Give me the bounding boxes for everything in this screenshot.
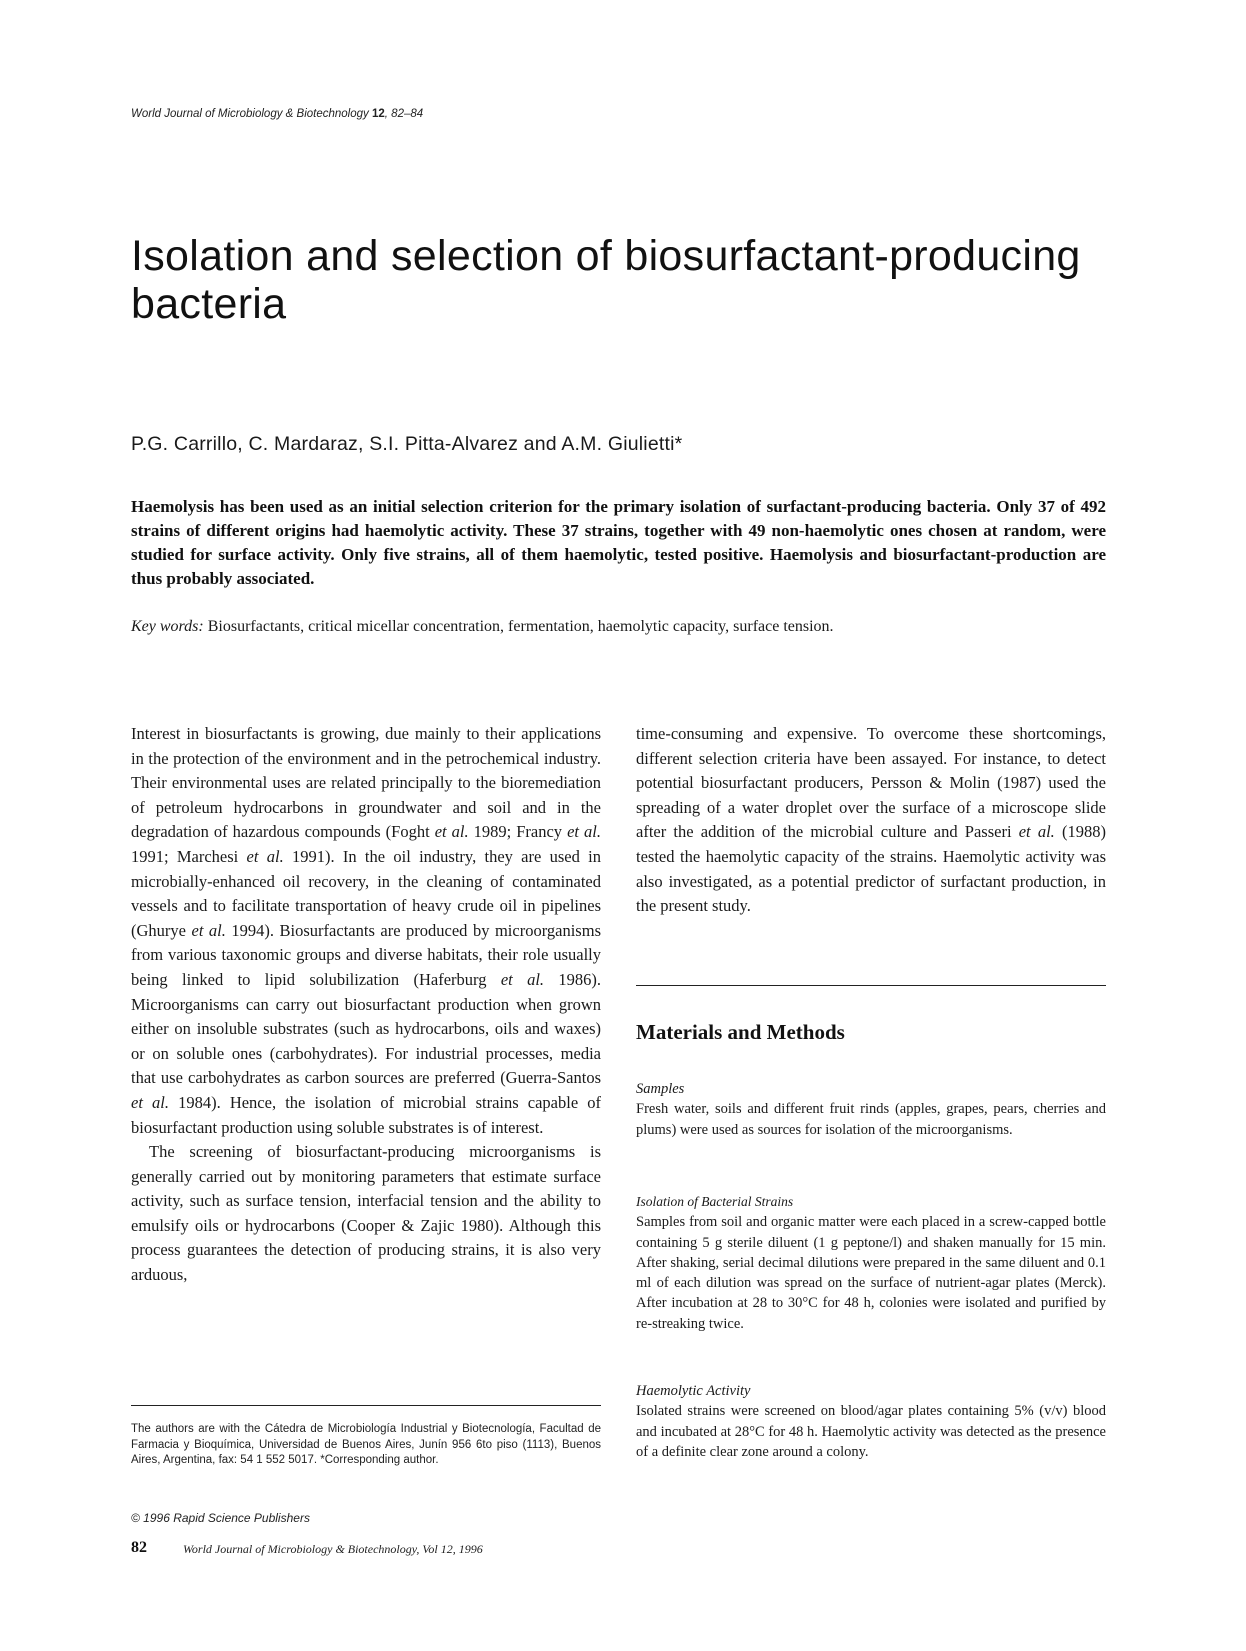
body-right-column (636, 722, 1106, 919)
article-title: Isolation and selection of biosurfactant-producing bacteria (131, 232, 1081, 328)
copyright: © 1996 Rapid Science Publishers (131, 1511, 310, 1525)
intro-paragraph-2: The screening of biosurfactant-producing microorganisms is generally carried out by monitoring parameters that estimate surface activity, such as surface tension, interfacial tension and the ability to emulsify oils or hydrocarbons (Cooper & Zajic 1980). Although this process guarantees the detection of producing strains, it is also very arduous, (131, 1142, 601, 1285)
haemolytic-text: Isolated strains were screened on blood/agar plates containing 5% (v/v) blood and incubated at 28°C for 48 h. Haemolytic activity was detected as the presence of a definite clear zone around a colony. (636, 1403, 1106, 1460)
journal-volume: 12 (372, 108, 385, 120)
keywords (131, 618, 1106, 636)
isolation-heading: Isolation of Bacterial Strains (636, 1194, 794, 1209)
journal-name: World Journal of Microbiology & Biotechnology (131, 108, 369, 120)
haemolytic-heading: Haemolytic Activity (636, 1383, 751, 1399)
authors: P.G. Carrillo, C. Mardaraz, S.I. Pitta-Alvarez and A.M. Giulietti* (131, 433, 683, 455)
isolation-text: Samples from soil and organic matter were each placed in a screw-capped bottle containing 5 g sterile diluent (1 g peptone/l) and shaken manually for 15 min. After shaking, serial decimal dilutions were prepared in the same diluent and 0.1 ml of each dilution was spread on the surface of nutrient-agar plates (Merck). After incubation at 28 to 30°C for 48 h, colonies were isolated and purified by re-streaking twice. (636, 1214, 1106, 1332)
section-heading-methods: Materials and Methods (636, 1020, 845, 1044)
keywords-text: Biosurfactants, critical micellar concentration, fermentation, haemolytic capacity, surface tension. (203, 618, 834, 635)
samples-section (636, 1079, 1106, 1140)
keywords-label: Key words: (131, 618, 204, 635)
abstract: Haemolysis has been used as an initial selection criterion for the primary isolation of surfactant-producing bacteria. Only 37 of 492 strains of different origins had haemolytic activity. These 37 strains, together with 49 non-haemolytic ones chosen at random, were studied for surface activity. Only five strains, all of them haemolytic, tested positive. Haemolysis and biosurfactant-production are thus probably associated. (131, 497, 1106, 588)
footer-journal-reference: World Journal of Microbiology & Biotechnology, Vol 12, 1996 (183, 1542, 483, 1556)
journal-header (131, 108, 423, 120)
author-affiliation-footnote: The authors are with the Cátedra de Microbiología Industrial y Biotecnología, Facultad de Farmacia y Bioquímica, Universidad de Buenos Aires, Junín 956 6to piso (1113), Buenos Aires, Argentina, fax: 54 1 552 5017. *Corresponding author. (131, 1423, 601, 1466)
section-divider (636, 985, 1106, 986)
samples-text: Fresh water, soils and different fruit rinds (apples, grapes, pears, cherries and plums) were used as sources for isolation of the microorganisms. (636, 1101, 1106, 1138)
journal-pages: , 82–84 (384, 108, 424, 120)
footnote-divider (131, 1405, 601, 1406)
isolation-section (636, 1192, 1106, 1334)
page-number: 82 (131, 1539, 147, 1556)
samples-heading: Samples (636, 1081, 685, 1097)
intro-paragraph-1: Interest in biosurfactants is growing, due mainly to their applications in the protection of the environment and in the petrochemical industry. Their environmental uses are related principally to the bioremediation of petroleum hydrocarbons in groundwater and soil and in the degradation of hazardous compounds (Foght et al. 1989; Francy et al. 1991; Marchesi et al. 1991). In the oil industry, they are used in microbially-enhanced oil recovery, in the cleaning of contaminated vessels and to facilitate transportation of heavy crude oil in pipelines (Ghurye et al. 1994). Biosurfactants are produced by microorganisms from various taxonomic groups and diverse habitats, their role usually being linked to lipid solubilization (Haferburg et al. 1986). Microorganisms can carry out biosurfactant production when grown either on insoluble substrates (such as hydrocarbons, oils and waxes) or on soluble ones (carbohydrates). For industrial processes, media that use carbohydrates as carbon sources are preferred (Guerra-Santos et al. 1984). Hence, the isolation of microbial strains capable of biosurfactant production using soluble substrates is of interest. (131, 724, 601, 1137)
haemolytic-section (636, 1381, 1106, 1462)
intro-paragraph-3: time-consuming and expensive. To overcome these shortcomings, different selection criteria have been assayed. For instance, to detect potential biosurfactant producers, Persson & Molin (1987) used the spreading of a water droplet over the surface of a microscope slide after the addition of the microbial culture and Passeri et al. (1988) tested the haemolytic capacity of the strains. Haemolytic activity was also investigated, as a potential predictor of surfactant production, in the present study. (636, 724, 1106, 916)
body-left-column (131, 722, 601, 1288)
